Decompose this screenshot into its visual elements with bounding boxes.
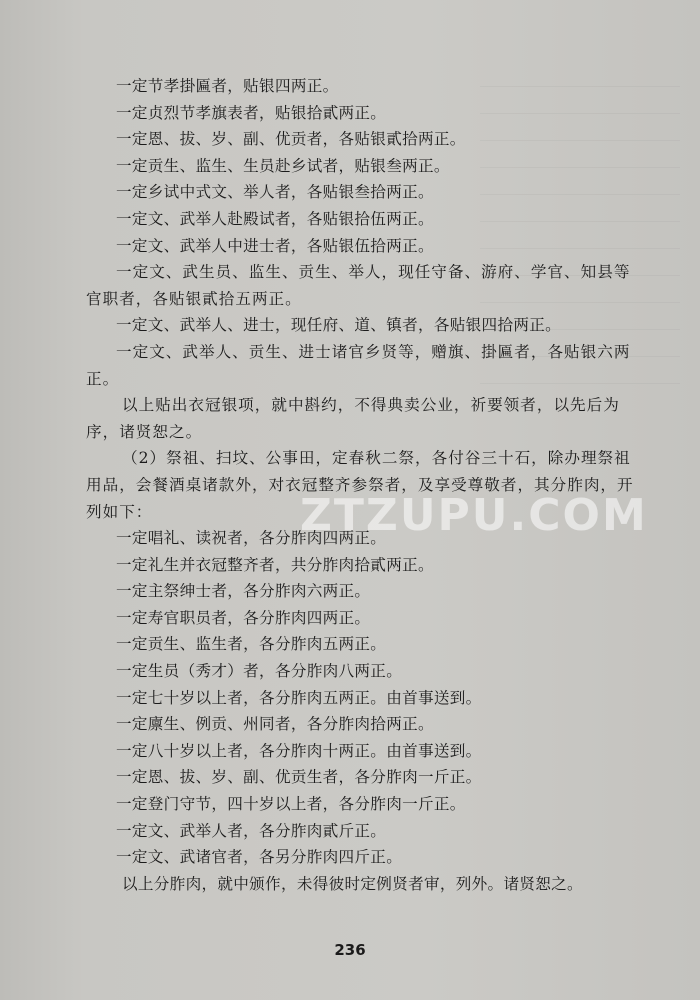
text-line: 一定文、武举人者，各分胙肉貳斤正。 [116, 821, 387, 840]
paragraph-text: 以上贴出衣冠银项，就中斟约，不得典卖公业，祈要领者，以先后为序，诸贤恕之。 [86, 396, 620, 441]
paragraph-text: 一定文、武举人、贡生、进士诸官乡贤等，赠旗、掛匾者，各贴银六两正。 [86, 342, 631, 388]
text-line: 一定贡生、监生者，各分胙肉五两正。 [116, 635, 387, 654]
text-line: 一定文、武诸官者，各另分胙肉四斤正。 [116, 848, 403, 867]
watermark: ZTZUPU.COM [300, 490, 648, 541]
body-text [86, 73, 646, 897]
text-line: 一定贞烈节孝旗表者，贴银拾貳两正。 [116, 103, 387, 122]
text-line: 一定廪生、例贡、州同者，各分胙肉拾两正。 [116, 715, 434, 734]
text-line: 一定节孝掛匾者，贴银四两正。 [116, 77, 339, 95]
text-line: 一定礼生并衣冠整齐者，共分胙肉拾貳两正。 [116, 555, 434, 574]
text-line: 一定登门守节，四十岁以上者，各分胙肉一斤正。 [116, 795, 466, 814]
text-line: 一定文、武举人赴殿试者，各贴银拾伍两正。 [116, 209, 434, 228]
text-line: 一定主祭绅士者，各分胙肉六两正。 [116, 582, 371, 601]
text-line: 一定恩、拔、岁、副、优贡者，各贴银貳拾两正。 [116, 130, 466, 149]
summary-paragraph [86, 392, 646, 445]
paragraph-text: 一定文、武生员、监生、贡生、举人，现任守备、游府、学官、知县等官职者，各贴银貳拾五两正。 [86, 263, 631, 308]
text-line: 一定文、武举人中进士者，各贴银伍拾两正。 [116, 236, 434, 255]
text-line: 一定唱礼、读祝者，各分胙肉四两正。 [116, 529, 387, 548]
text-line: 一定文、武举人、进士，现任府、道、镇者，各贴银四拾两正。 [116, 316, 562, 335]
page-number: 236 [334, 941, 366, 959]
text-line: 一定八十岁以上者，各分胙肉十两正。由首事送到。 [116, 741, 482, 760]
text-paragraph [86, 259, 646, 312]
text-paragraph [86, 339, 646, 392]
text-line: 一定恩、拔、岁、副、优贡生者，各分胙肉一斤正。 [116, 768, 482, 787]
summary-line: 以上分胙肉，就中颁作，未得彼时定例贤者审，列外。诸贤恕之。 [122, 874, 583, 893]
text-line: 一定贡生、监生、生员赴乡试者，贴银叁两正。 [116, 156, 450, 175]
text-line: 一定乡试中式文、举人者，各贴银叁拾两正。 [116, 183, 434, 202]
text-line: 一定七十岁以上者，各分胙肉五两正。由首事送到。 [116, 688, 482, 707]
section-paragraph [86, 445, 646, 525]
text-line: 一定寿官职员者，各分胙肉四两正。 [116, 608, 371, 627]
paragraph-text: （2）祭祖、扫坟、公事田，定春秋二祭，各付谷三十石，除办理祭祖用品，会餐酒桌诸款外，对衣冠整齐参祭者，及享受尊敬者，其分胙肉，开列如下： [86, 449, 634, 521]
text-line: 一定生员（秀才）者，各分胙肉八两正。 [116, 662, 403, 681]
